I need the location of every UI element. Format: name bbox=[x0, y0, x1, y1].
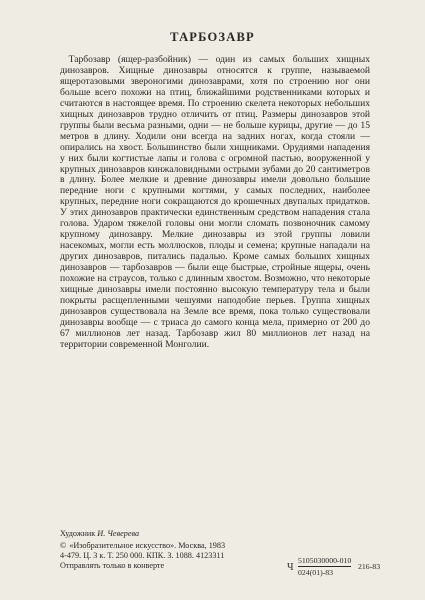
publisher-line bbox=[60, 541, 290, 551]
imprint bbox=[60, 529, 290, 571]
article-body bbox=[60, 55, 370, 351]
catalog-code bbox=[287, 556, 381, 578]
price-code: 216-83 bbox=[358, 562, 381, 571]
publisher-text: «Изобразительное искусство». Москва, 1983 bbox=[69, 541, 226, 550]
code-denominator: 024(01)-83 bbox=[298, 568, 334, 577]
artist-label: Художник bbox=[60, 529, 96, 538]
article-paragraph: Тарбозавр (ящер-разбойник) — один из самых больших хищных динозавров. Хищные динозавры относятся к группе, называемой ящеротазовыми звероногими динозаврами, хотя по строению ног они больше всего похожи на птиц, ближайшими родственниками которых и считаются в настоящее время. По строению скелета некоторых небольших хищных динозавров трудно отличить от птиц. Размеры динозавров этой группы были весьма разными, одни — не больше курицы, другие — до 15 метров в длину. Ходили они всегда на задних ногах, когда стояли — опирались на хвост. Большинство были хищниками. Орудиями нападения у них были когтистые лапы и голова с огромной пастью, вооруженной у крупных динозавров кинжаловидными острыми зубами до 20 сантиметров в длину. Более мелкие и древние динозавры имели довольно большие передние ноги с крупными когтями, у самых последних, наиболее крупных, передние ноги сокращаются до крошечных двупалых придатков. У этих динозавров практически единственным средством нападения стала голова. Ударом тяжелой головы они могли сломать позвоночник самому крупному динозавру. Мелкие динозавры из этой группы ловили насекомых, могли есть моллюсков, плоды и семена; крупные нападали на других динозавров, питались падалью. Кроме самых больших хищных динозавров — тарбозавров — были еще быстрые, стройные ящеры, очень похожие на страусов, только с длинным хвостом. Возможно, что некоторые хищные динозавры имели постоянно высокую температуру тела и были покрыты расщепленными чешуями наподобие перьев. Группа хищных динозавров существовала на Земле все время, пока только существовали динозавры вообще — с триаса до самого конца мела, примерно от 200 до 67 миллионов лет назад. Тарбозавр жил 80 миллионов лет назад на территории современной Монголии. bbox=[60, 54, 370, 350]
code-numerator: 5105030000-010 bbox=[298, 556, 352, 565]
mail-note: Отправлять только в конверте bbox=[60, 561, 165, 570]
artist-credit bbox=[60, 529, 290, 539]
copyright-icon: © bbox=[60, 541, 67, 550]
page-title: ТАРБОЗАВР bbox=[170, 30, 255, 44]
artist-name: И. Чеверева bbox=[97, 529, 140, 538]
print-info: 4-479. Ц. 3 к. Т. 250 000. КПК. З. 1088. 4123311 bbox=[60, 551, 225, 560]
code-letter: Ч bbox=[287, 562, 294, 573]
